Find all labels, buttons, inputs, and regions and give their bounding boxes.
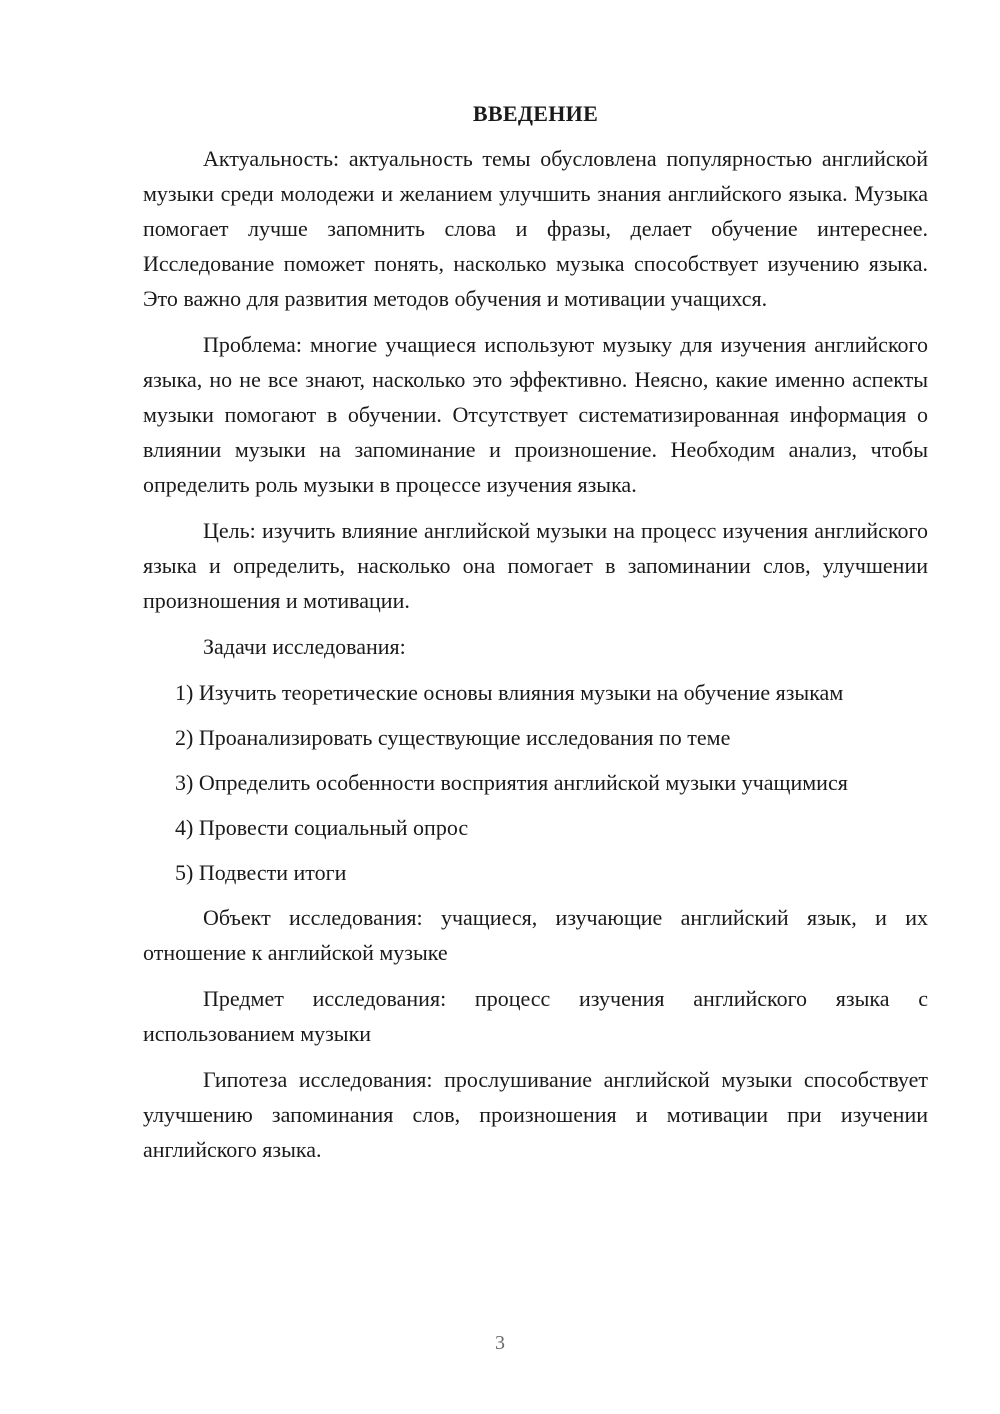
problem-paragraph: Проблема: многие учащиеся используют музыку для изучения английского языка, но не все знают, насколько это эффективно. Неясно, какие именно аспекты музыки помогают в обучении. Отсутствует систематизированная информация о влиянии музыки на запоминание и произношение. Необходим анализ, чтобы определить роль музыки в процессе изучения языка. [143, 332, 928, 497]
task-item: 4) Провести социальный опрос [175, 815, 469, 840]
hypothesis-paragraph: Гипотеза исследования: прослушивание английской музыки способствует улучшению запоминания слов, произношения и мотивации при изучении английского языка. [143, 1067, 928, 1162]
document-page [143, 96, 928, 1178]
subject-paragraph: Предмет исследования: процесс изучения английского языка с использованием музыки [143, 986, 928, 1046]
tasks-heading: Задачи исследования: [203, 634, 406, 659]
task-item: 1) Изучить теоретические основы влияния музыки на обучение языкам [175, 680, 844, 705]
task-item: 3) Определить особенности восприятия английской музыки учащимися [175, 770, 848, 795]
goal-paragraph: Цель: изучить влияние английской музыки на процесс изучения английского языка и определить, насколько она помогает в запоминании слов, улучшении произношения и мотивации. [143, 518, 928, 613]
object-paragraph: Объект исследования: учащиеся, изучающие английский язык, и их отношение к английской музыке [143, 905, 928, 965]
section-title: ВВЕДЕНИЕ [472, 101, 599, 126]
page-number: 3 [495, 1332, 505, 1354]
task-item: 2) Проанализировать существующие исследования по теме [175, 725, 731, 750]
task-item: 5) Подвести итоги [175, 860, 347, 885]
relevance-paragraph: Актуальность: актуальность темы обусловлена популярностью английской музыки среди молодежи и желанием улучшить знания английского языка. Музыка помогает лучше запомнить слова и фразы, делает обучение интереснее. Исследование поможет понять, насколько музыка способствует изучению языка. Это важно для развития методов обучения и мотивации учащихся. [143, 146, 928, 311]
